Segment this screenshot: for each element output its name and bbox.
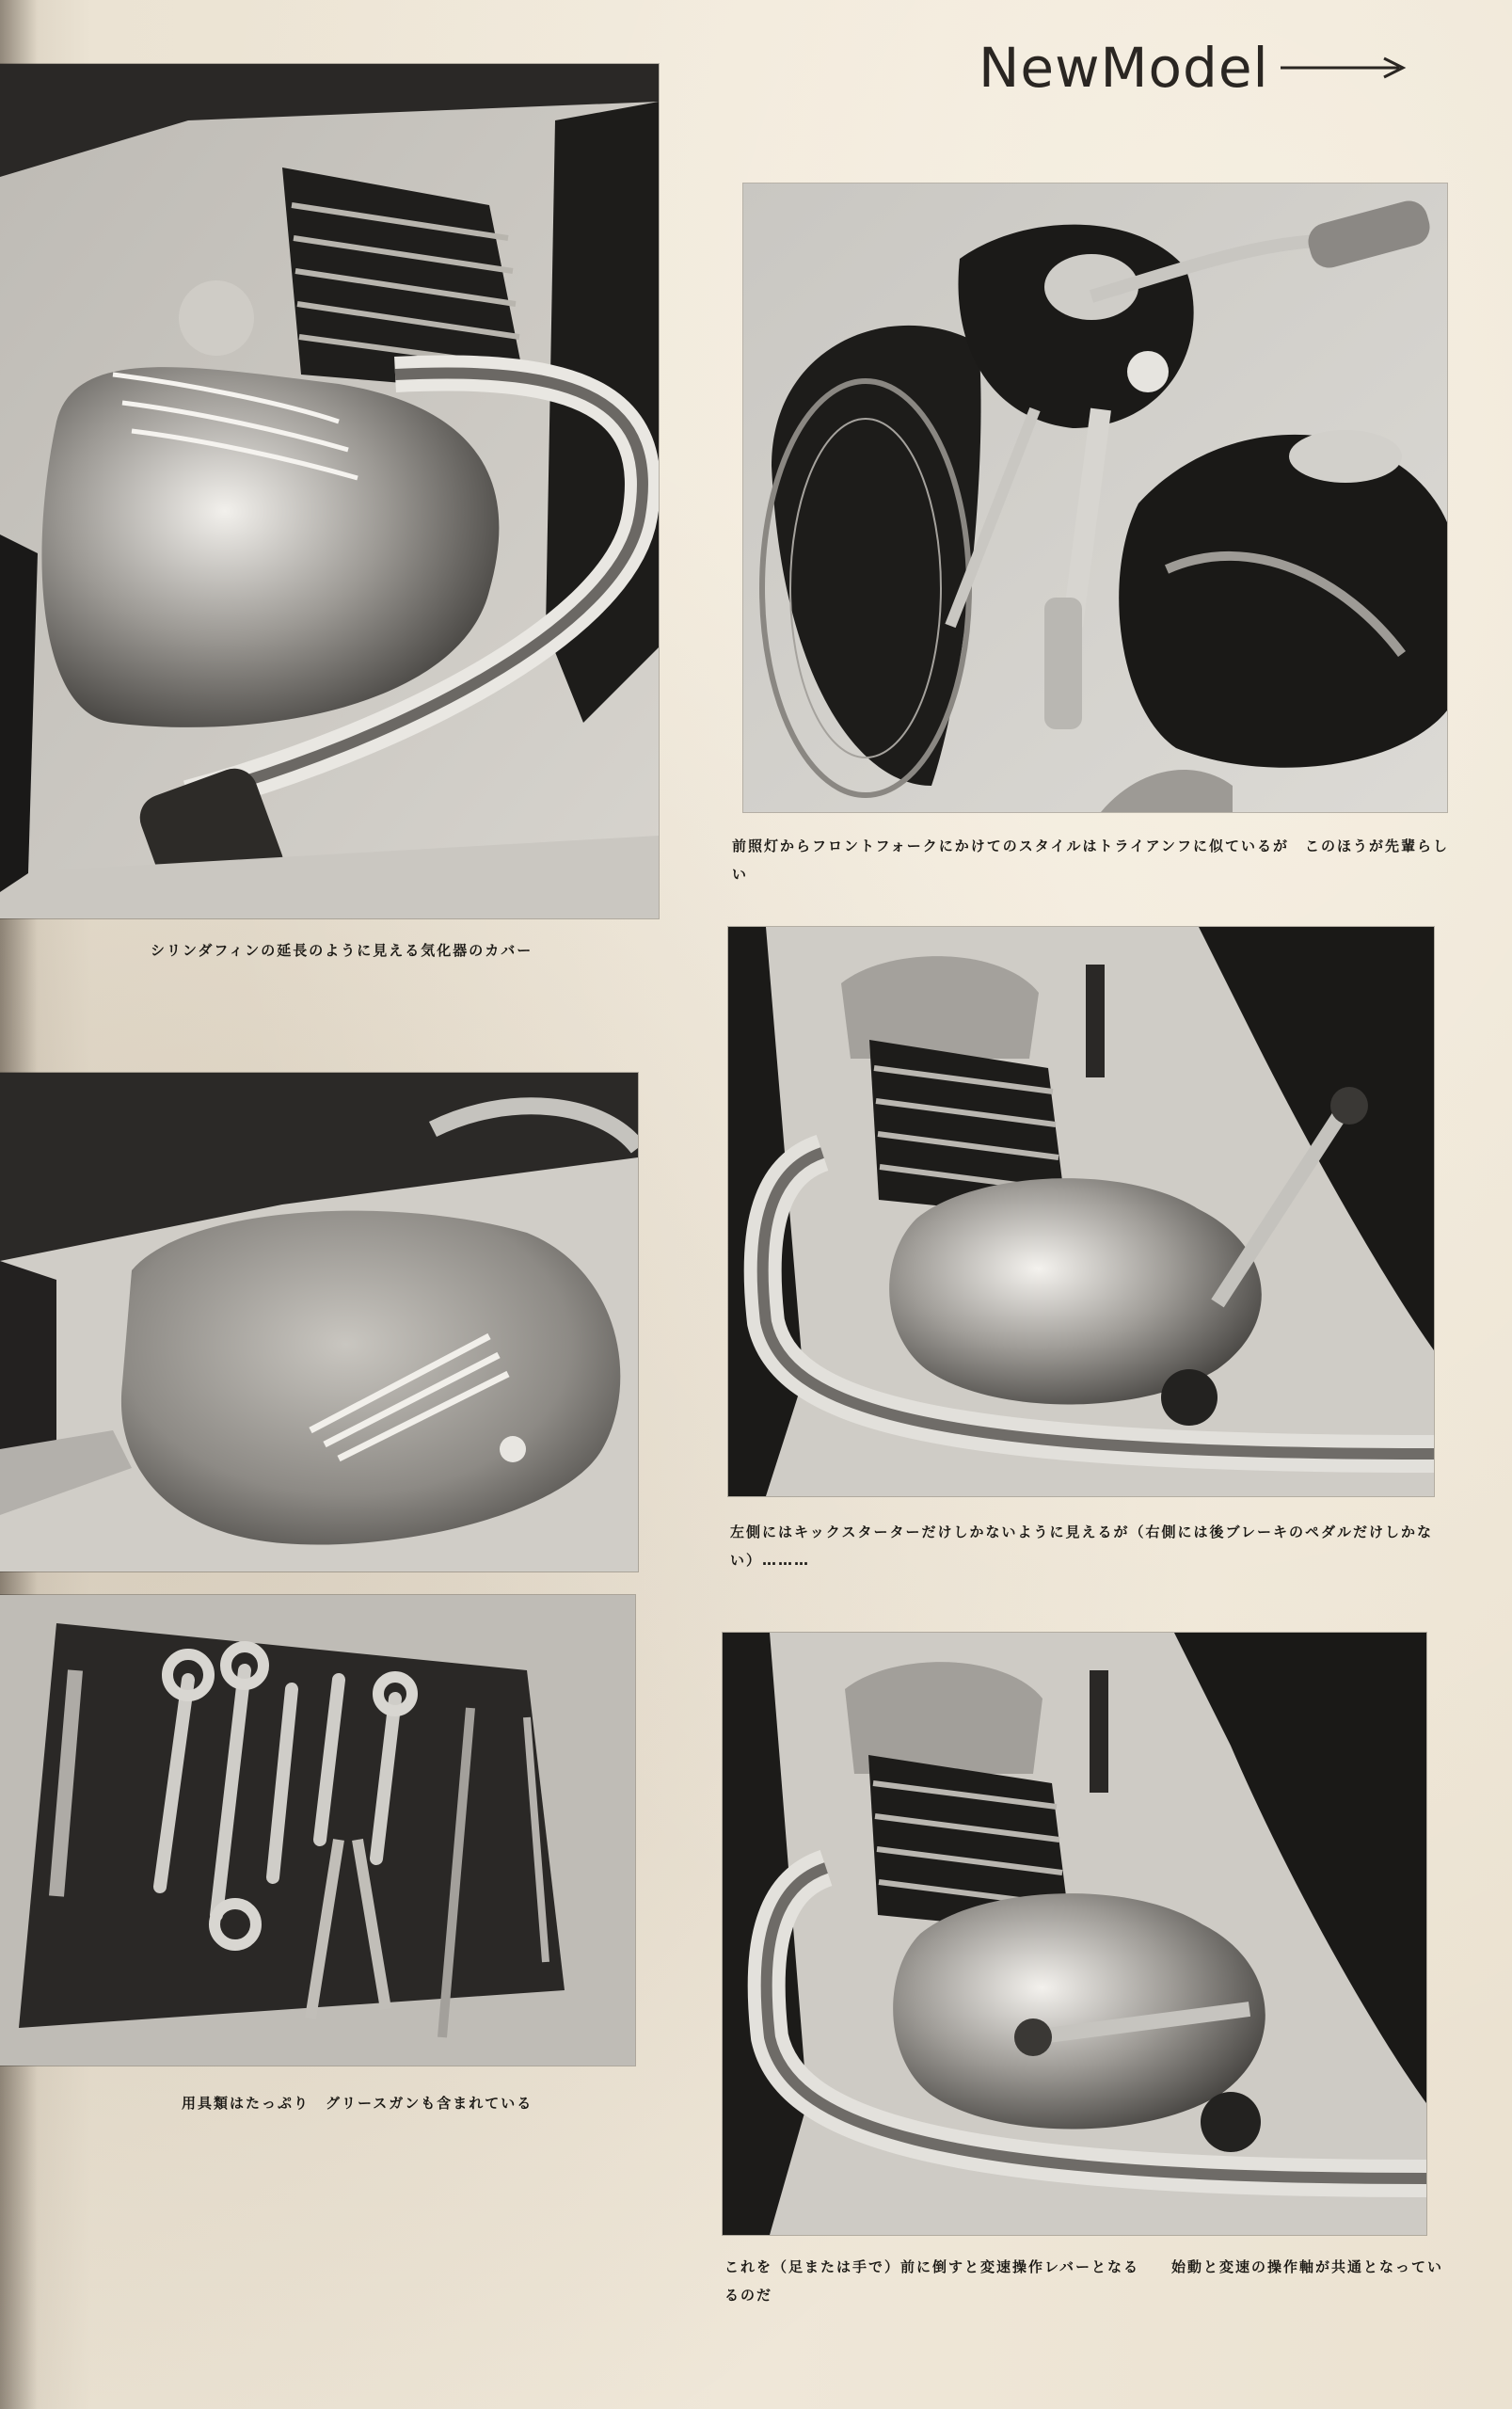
photo-kick-starter <box>728 927 1434 1496</box>
photo-side-cover <box>0 1073 638 1571</box>
caption-shift-lever: これを（足または手で）前に倒すと変速操作レバーとなる 始動と変速の操作軸が共通となっているのだ <box>724 2258 1443 2304</box>
caption-kick-starter: 左側にはキックスターターだけしかないように見えるが（右側には後ブレーキのペダルだけしかない）……… <box>730 1524 1433 1569</box>
caption-tools: 用具類はたっぷり グリースガンも含まれている <box>182 2095 533 2112</box>
header-arrow-icon <box>1279 54 1410 82</box>
photo-tool-kit <box>0 1595 635 2066</box>
photo-front-fork <box>743 183 1447 812</box>
photo-carburetor-cover <box>0 64 659 918</box>
photo-shift-lever <box>723 1633 1426 2235</box>
page-header <box>979 36 1410 100</box>
caption-front-fork: 前照灯からフロントフォークにかけてのスタイルはトライアンフに似ているが このほうが先輩らしい <box>732 838 1450 883</box>
caption-carburetor: シリンダフィンの延長のように見える気化器のカバー <box>151 942 533 959</box>
header-title: NewModel <box>979 36 1269 100</box>
